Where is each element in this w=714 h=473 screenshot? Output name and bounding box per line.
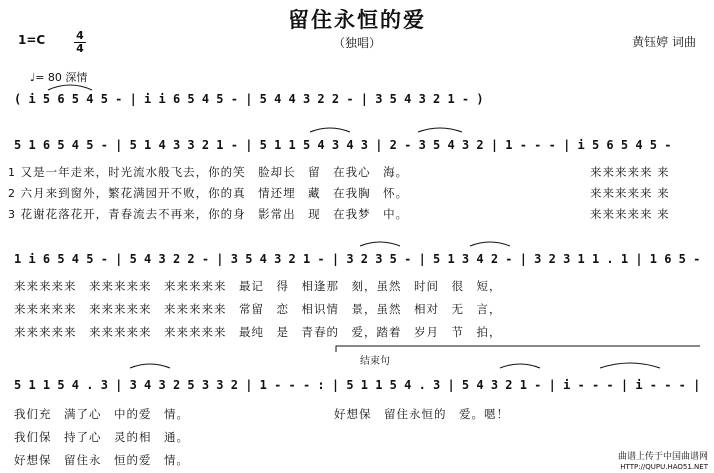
- meter-bottom: 4: [76, 42, 84, 55]
- time-signature: [74, 31, 86, 54]
- verse-3-tail: 来来来来来 来: [590, 207, 670, 221]
- music-line-1: 5 1 6 5 4 5 - | 5 1 4 3 3 2 1 - | 5 1 1 5 4 3 4 3 | 2 - 3 5 4 3 2 | 1 - - - | i 5 6 5 4 5 -: [14, 138, 672, 152]
- verse-2-tail: 来来来来来 来: [590, 186, 670, 200]
- site-watermark: [618, 452, 708, 472]
- key-signature: 1=C: [18, 33, 46, 47]
- watermark-text: 曲谱上传于中国曲谱网: [617, 452, 708, 462]
- verse-text: 又是一年走来，时光流水般飞去，你的笑 脸却长 留 在我心 海。: [20, 165, 409, 179]
- ending-label: 结束句: [360, 356, 390, 367]
- verse-3-line: [8, 206, 408, 222]
- verse-1-line: [8, 164, 408, 180]
- music-line-3: 5 1 1 5 4 . 3 | 3 4 3 2 5 3 3 2 | 1 - - - : | 5 1 1 5 4 . 3 | 5 4 3 2 1 - | i - - - | i - - - |: [14, 378, 701, 392]
- verse-number: 3: [8, 208, 16, 221]
- tempo-marking: ♩= 80 深情: [30, 71, 88, 84]
- lyric-line: 好想保 留住永 恒的爱 情。: [14, 453, 189, 467]
- music-line-intro: ( i 5 6 5 4 5 - | i i 6 5 4 5 - | 5 4 4 3 2 2 - | 3 5 4 3 2 1 - ): [14, 92, 484, 106]
- song-title: 留住永恒的爱: [288, 8, 426, 32]
- verse-text: 六月来到窗外，繁花满园开不败，你的真 情还埋 藏 在我胸 怀。: [20, 186, 409, 200]
- credits: 黄钰婷 词曲: [632, 35, 696, 49]
- watermark-url: HTTP://QUPU.HAO51.NET: [620, 463, 708, 471]
- lyric-line: 我们充 满了心 中的爱 情。: [14, 407, 189, 421]
- lyric-line: 来来来来来 来来来来来 来来来来来 最记 得 相逢那 刻，虽然 时间 很 短，: [14, 279, 502, 293]
- verse-text: 花谢花落花开，青春流去不再来，你的身 影常出 现 在我梦 中。: [20, 207, 409, 221]
- verse-1-tail: 来来来来来 来: [590, 165, 670, 179]
- lyric-line-ending: 好想保 留住永恒的 爱。嗯！: [334, 407, 509, 421]
- music-line-2: 1 i 6 5 4 5 - | 5 4 3 2 2 - | 3 5 4 3 2 1 - | 3 2 3 5 - | 5 1 3 4 2 - | 3 2 3 1 1 . 1 | 1 6 5 -: [14, 252, 701, 266]
- verse-2-line: [8, 185, 408, 201]
- verse-number: 2: [8, 187, 16, 200]
- meter-top: 4: [76, 29, 84, 42]
- lyric-line: 我们保 持了心 灵的相 通。: [14, 430, 189, 444]
- song-subtitle: （独唱）: [332, 36, 381, 50]
- verse-number: 1: [8, 166, 16, 179]
- lyric-line: 来来来来来 来来来来来 来来来来来 常留 恋 相识情 景，虽然 相对 无 言，: [14, 302, 502, 316]
- lyric-line: 来来来来来 来来来来来 来来来来来 最纯 是 青春的 爱，踏着 岁月 节 拍，: [14, 325, 502, 339]
